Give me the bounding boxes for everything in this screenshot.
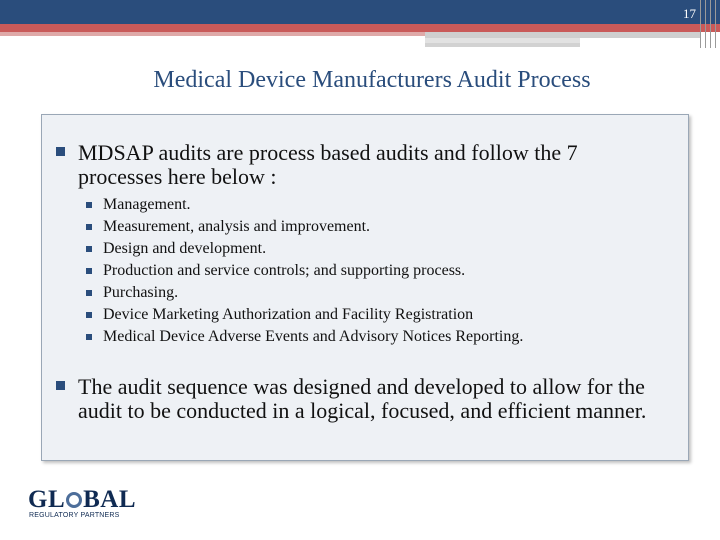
globe-icon (66, 492, 82, 508)
list-item: Device Marketing Authorization and Facility Registration (86, 304, 676, 326)
slide-number: 17 (683, 6, 696, 21)
process-list (86, 194, 676, 348)
bullet-item (56, 375, 656, 423)
header-accent-stripe-light (0, 32, 425, 36)
list-item: Production and service controls; and supporting process. (86, 260, 676, 282)
square-bullet-icon (86, 312, 92, 318)
list-item: Measurement, analysis and improvement. (86, 216, 676, 238)
bullet-text: The audit sequence was designed and developed to allow for the audit to be conducted in a logical, focused, and efficient manner. (78, 374, 647, 423)
square-bullet-icon (86, 246, 92, 252)
square-bullet-icon (86, 202, 92, 208)
content-box (41, 114, 689, 461)
header-accent-stripe (0, 24, 720, 32)
square-bullet-icon (86, 224, 92, 230)
square-bullet-icon (86, 334, 92, 340)
list-item: Management. (86, 194, 676, 216)
square-bullet-icon (86, 268, 92, 274)
header-gray-stripe-3 (425, 43, 580, 47)
bullet-text: MDSAP audits are process based audits and follow the 7 processes here below : (78, 140, 578, 189)
square-bullet-icon (56, 147, 65, 156)
company-logo: GL BAL REGULATORY PARTNERS (28, 486, 137, 519)
header-side-lines (698, 0, 720, 48)
square-bullet-icon (56, 381, 65, 390)
list-item: Purchasing. (86, 282, 676, 304)
slide-title: Medical Device Manufacturers Audit Process (153, 67, 591, 93)
list-item: Design and development. (86, 238, 676, 260)
square-bullet-icon (86, 290, 92, 296)
logo-subtitle: REGULATORY PARTNERS (29, 512, 120, 519)
header-bar (0, 0, 720, 24)
bullet-item (56, 141, 656, 189)
list-item: Medical Device Adverse Events and Advisory Notices Reporting. (86, 326, 676, 348)
